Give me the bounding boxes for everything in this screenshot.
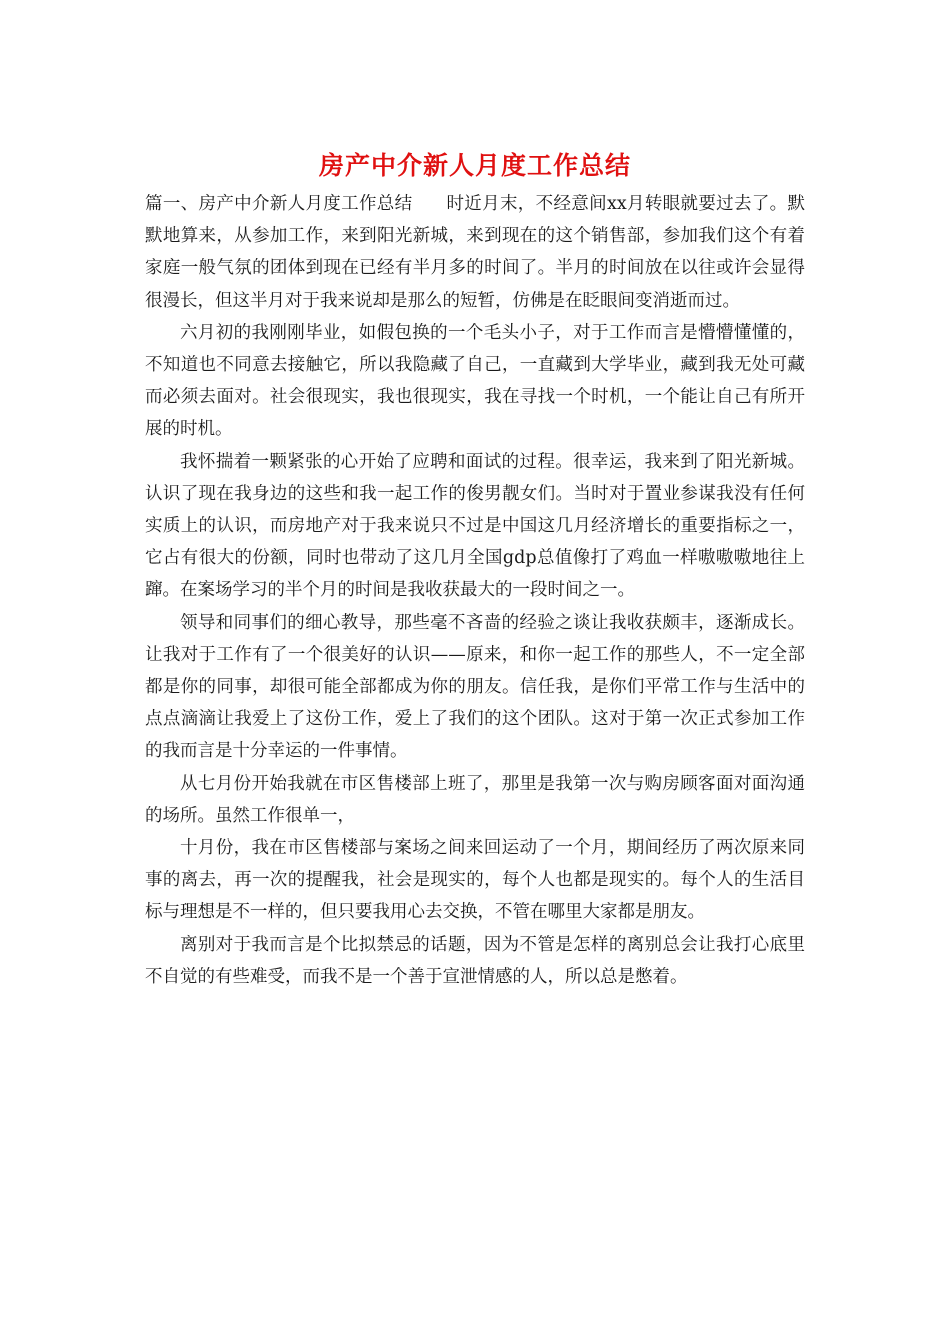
- paragraph-1: [145, 188, 805, 317]
- paragraph-4: 领导和同事们的细心教导，那些毫不吝啬的经验之谈让我收获颇丰，逐渐成长。让我对于工作有了一个很美好的认识——原来，和你一起工作的那些人，不一定全部都是你的同事，却很可能全部都成为你的朋友。信任我，是你们平常工作与生活中的点点滴滴让我爱上了这份工作，爱上了我们的这个团队。这对于第一次正式参加工作的我而言是十分幸运的一件事情。: [145, 612, 805, 762]
- paragraph-7: 离别对于我而言是个比拟禁忌的话题，因为不管是怎样的离别总会让我打心底里不自觉的有些难受，而我不是一个善于宣泄情感的人，所以总是憋着。: [145, 934, 805, 987]
- paragraph-5: 从七月份开始我就在市区售楼部上班了，那里是我第一次与购房顾客面对面沟通的场所。虽然工作很单一，: [145, 773, 805, 826]
- paragraph-3: 我怀揣着一颗紧张的心开始了应聘和面试的过程。很幸运，我来到了阳光新城。认识了现在我身边的这些和我一起工作的俊男靓女们。当时对于置业参谋我没有任何实质上的认识，而房地产对于我来说只不过是中国这几月经济增长的重要指标之一，它占有很大的份额，同时也带动了这几月全国gdp总值像打了鸡血一样嗷嗷嗷地往上蹿。在案场学习的半个月的时间是我收获最大的一段时间之一。: [145, 451, 805, 601]
- paragraph-1-text: 时近月末，不经意间xx月转眼就要过去了。默默地算来，从参加工作，来到阳光新城，来到现在的这个销售部，参加我们这个有着家庭一般气氛的团体到现在已经有半月多的时间了。半月的时间放在以往或许会显得很漫长，但这半月对于我来说却是那么的短暂，仿佛是在眨眼间变消逝而过。: [145, 194, 805, 311]
- document-page: [145, 148, 805, 993]
- paragraph-6: 十月份，我在市区售楼部与案场之间来回运动了一个月，期间经历了两次原来同事的离去，再一次的提醒我，社会是现实的，每个人也都是现实的。每个人的生活目标与理想是不一样的，但只要我用心去交换，不管在哪里大家都是朋友。: [145, 838, 805, 923]
- document-title: 房产中介新人月度工作总结: [318, 151, 631, 180]
- paragraph-2: 六月初的我刚刚毕业，如假包换的一个毛头小子，对于工作而言是懵懵懂懂的，不知道也不同意去接触它，所以我隐藏了自己，一直藏到大学毕业，藏到我无处可藏而必须去面对。社会很现实，我也很现实，我在寻找一个时机，一个能让自己有所开展的时机。: [145, 322, 805, 440]
- section-label: 篇一、房产中介新人月度工作总结: [145, 194, 413, 214]
